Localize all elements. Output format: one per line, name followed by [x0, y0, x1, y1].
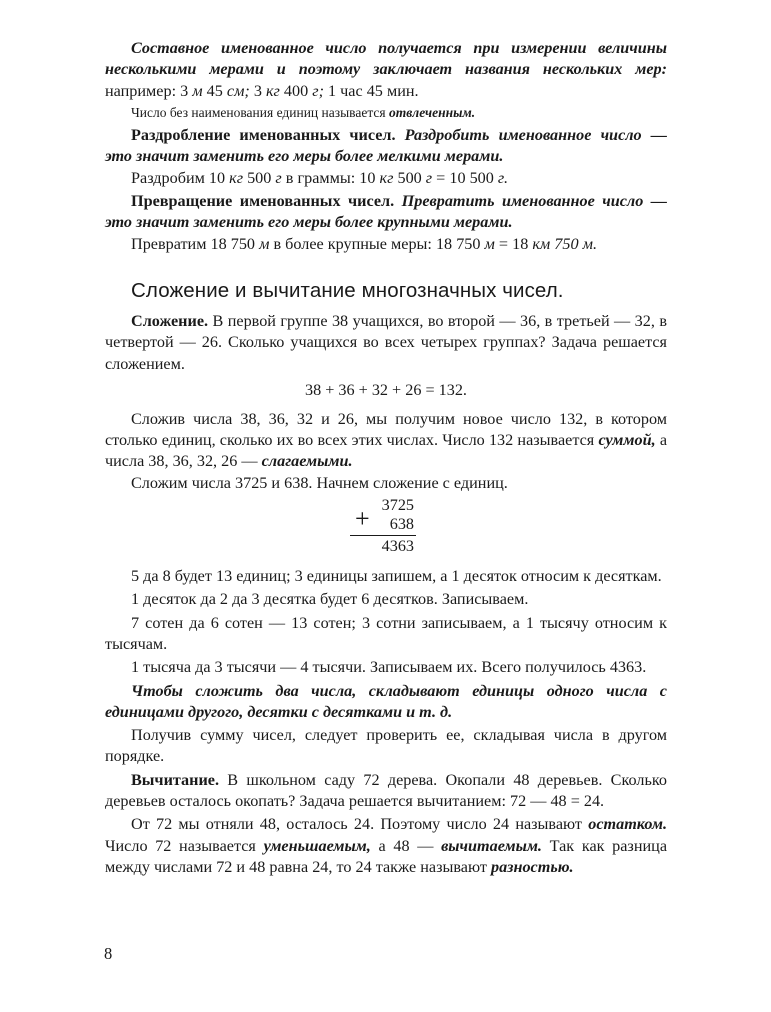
- formula-sum: 38 + 36 + 32 + 26 = 132.: [305, 380, 467, 399]
- paragraph-breaking-down-example: Раздробим 10 кг 500 г в граммы: 10 кг 500 г = 10 500 г.: [131, 168, 509, 187]
- paragraph-converting: Превращение именованных чисел. Превратить именованное число — это значит заменить его меры более крупными мерами.: [105, 192, 667, 232]
- term-minuend: уменьшаемым,: [263, 836, 371, 855]
- term-subtrahend: вычитаемым.: [441, 836, 542, 855]
- subheading-addition: Сложение.: [131, 311, 209, 330]
- paragraph-check-sum: Получив сумму чисел, следует проверить ее, складывая числа в другом порядке.: [105, 726, 667, 766]
- term-sum: суммой,: [598, 431, 656, 450]
- page-body: [105, 38, 667, 878]
- term-remainder: остатком.: [588, 815, 667, 834]
- plus-sign: +: [355, 504, 370, 534]
- paragraph-subtraction-terms: От 72 мы отняли 48, осталось 24. Поэтому число 24 называют остатком. Число 72 называется уменьшаемым, а 48 — вычитаемым. Так как разница между числами 72 и 48 равна 24, то 24 также называют разностью.: [105, 815, 668, 876]
- paragraph-compound-number: Составное именованное число получается при измерении величины несколькими мерами и поэтому заключает названия нескольких мер: например: 3 м 45 см; 3 кг 400 г; 1 час 45 мин.: [105, 39, 667, 100]
- rule-addition: Чтобы сложить два числа, складывают единицы одного числа с единицами другого, десятки с десятками и т. д.: [105, 681, 667, 721]
- subheading-breaking-down: Раздробление именованных чисел.: [131, 126, 396, 145]
- addend-bottom: 638: [389, 515, 414, 534]
- paragraph-converting-example: Превратим 18 750 м в более крупные меры: 18 750 м = 18 км 750 м.: [131, 234, 598, 253]
- definition-compound-number: Составное именованное число получается при измерении величины несколькими мерами и поэтому заключает названия нескольких мер:: [105, 39, 667, 79]
- paragraph-sum-definition: Сложив числа 38, 36, 32 и 26, мы получим новое число 132, в котором столько единиц, сколько их во всех этих числах. Число 132 называется суммой, а числа 38, 36, 32, 26 — слагаемыми.: [105, 409, 668, 471]
- paragraph-breaking-down: Раздробление именованных чисел. Раздробить именованное число — это значит заменить его меры более мелкими мерами.: [105, 126, 667, 166]
- paragraph-step-thousands: 1 тысяча да 3 тысячи — 4 тысячи. Записываем их. Всего получилось 4363.: [131, 658, 647, 677]
- paragraph-step-tens: 1 десяток да 2 да 3 десятка будет 6 десятков. Записываем.: [131, 590, 529, 609]
- page-number: 8: [104, 944, 113, 963]
- term-addends: слагаемыми.: [261, 452, 353, 471]
- term-abstract: отвлеченным.: [388, 104, 476, 120]
- paragraph-abstract-number: Число без наименования единиц называется отвлеченным.: [131, 104, 476, 120]
- column-addition: [105, 496, 667, 556]
- paragraph-step-units: 5 да 8 будет 13 единиц; 3 единицы запишем, а 1 десяток относим к десяткам.: [131, 567, 662, 586]
- paragraph-subtraction-task: Вычитание. В школьном саду 72 дерева. Окопали 48 деревьев. Сколько деревьев осталось окопать? Задача решается вычитанием: 72 — 48 = 24.: [105, 770, 667, 811]
- paragraph-addition-task: Сложение. В первой группе 38 учащихся, во второй — 36, в третьей — 32, в четвертой — 26. Сколько учащихся во всех четырех группах? Задача решается сложением.: [105, 311, 667, 373]
- section-heading: Сложение и вычитание многозначных чисел.: [131, 278, 564, 302]
- term-difference: разностью.: [490, 857, 574, 876]
- subheading-converting: Превращение именованных чисел.: [131, 192, 395, 211]
- addend-top: 3725: [381, 496, 414, 515]
- paragraph-addition-intro: Сложим числа 3725 и 638. Начнем сложение с единиц.: [131, 473, 508, 492]
- subheading-subtraction: Вычитание.: [131, 770, 220, 789]
- sum-line: [350, 535, 416, 536]
- paragraph-step-hundreds: 7 сотен да 6 сотен — 13 сотен; 3 сотни записываем, а 1 тысячу относим к тысячам.: [105, 613, 667, 653]
- sum-result: 4363: [381, 537, 414, 556]
